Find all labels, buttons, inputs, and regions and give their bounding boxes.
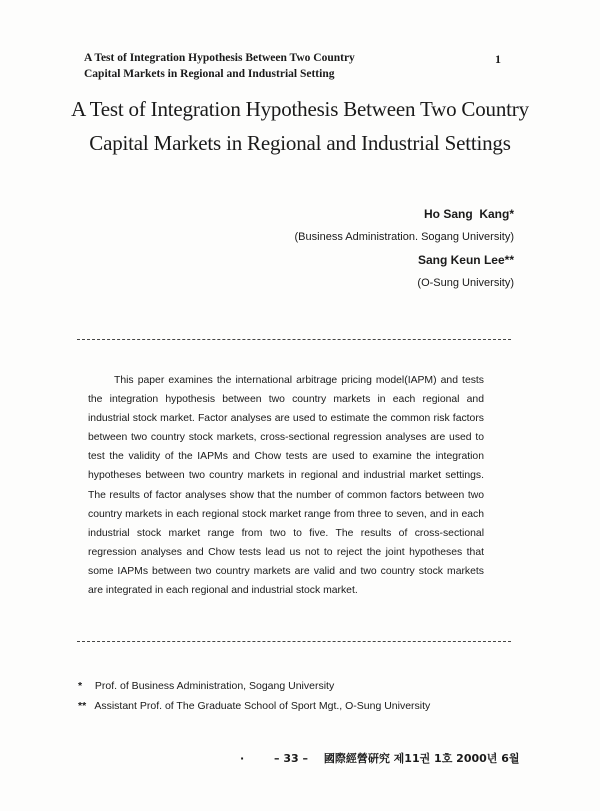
author-affiliation-1: (Business Administration. Sogang University) xyxy=(294,231,514,243)
page-footer xyxy=(240,750,520,766)
running-head-line-2: Capital Markets in Regional and Industrial Setting xyxy=(84,68,335,80)
footnote-mark: ** xyxy=(78,700,87,712)
divider-bottom xyxy=(77,641,511,642)
footnote-text: Prof. of Business Administration, Sogang University xyxy=(94,680,335,692)
running-head-line-1: A Test of Integration Hypothesis Between Two Country xyxy=(84,52,355,64)
paper-title xyxy=(40,92,560,160)
footer-journal: 國際經營硏究 제11권 1호 2000년 6월 xyxy=(323,752,520,765)
footnote-2 xyxy=(78,696,538,716)
footnotes xyxy=(78,676,538,716)
author-block xyxy=(295,203,514,295)
running-head xyxy=(84,50,444,82)
author-name-1: Ho Sang Kang* xyxy=(423,207,514,221)
footnote-mark: * xyxy=(78,680,83,692)
page-number: 1 xyxy=(495,52,501,66)
paper-title-line-2: Capital Markets in Regional and Industrial Settings xyxy=(89,131,511,155)
footnote-1 xyxy=(78,676,538,696)
paper-title-line-1: A Test of Integration Hypothesis Between Two Country xyxy=(71,97,529,121)
footer-page-number: – 33 – xyxy=(274,752,308,765)
author-affiliation-2: (O-Sung University) xyxy=(417,277,514,289)
author-name-2: Sang Keun Lee** xyxy=(417,253,514,267)
footnote-text: Assistant Prof. of The Graduate School of Sport Mgt., O-Sung University xyxy=(94,700,431,712)
abstract-text: This paper examines the international arbitrage pricing model(IAPM) and tests the integration hypothesis between two country markets in each regional and industrial stock market. Factor analyses are used to estimate the common risk factors between two country stock markets, cross-sectional regression analyses are used to test the validity of the IAPMs and Chow tests are used to examine the integration hypotheses between two country markets in regional and industrial market settings. The results of factor analyses show that the number of common factors between two country markets in each regional stock market range from three to seven, and in each industrial stock market range from two to five. The results of cross-sectional regression analyses and Chow tests lead us not to reject the joint hypotheses that some IAPMs between two country markets are valid and two country stock markets are integrated in each regional and industrial stock market. xyxy=(88,375,484,597)
divider-top xyxy=(77,339,511,340)
footer-dot: · xyxy=(240,752,245,765)
